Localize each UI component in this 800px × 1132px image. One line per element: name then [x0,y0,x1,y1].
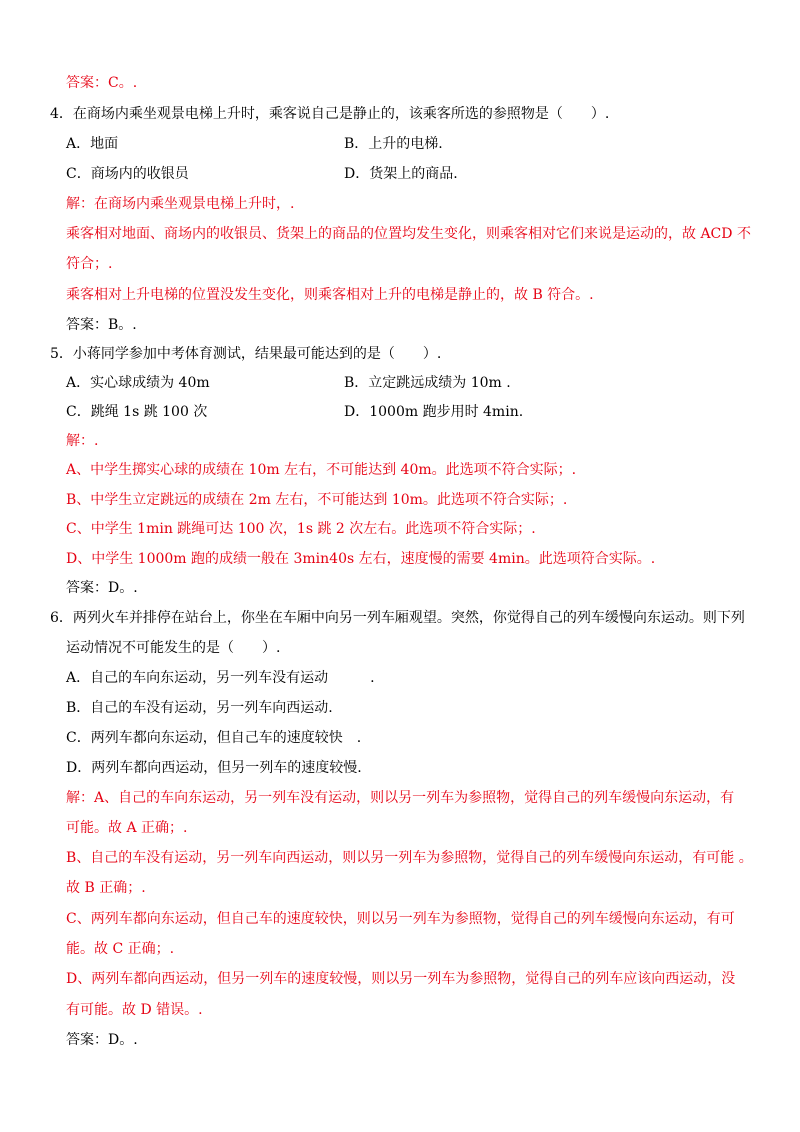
q5-solution-line: C、中学生 1min 跳绳可达 100 次，1s 跳 2 次左右。此选项不符合实际；. [66,521,536,537]
q5-solution-line: D、中学生 1000m 跑的成绩一般在 3min40s 左右，速度慢的需要 4min。此选项符合实际。. [66,551,656,567]
q4-solution-line: 乘客相对上升电梯的位置没发生变化，则乘客相对上升的电梯是静止的，故 B 符合。. [66,287,594,303]
q6-option-d: D．两列车都向西运动，但另一列车的速度较慢. [66,760,362,776]
q5-solution-line: B、中学生立定跳远的成绩在 2m 左右，不可能达到 10m。此选项不符合实际；. [66,492,568,508]
q4-solution-line: 乘客相对地面、商场内的收银员、货架上的商品的位置均发生变化，则乘客相对它们来说是运动的，故 ACD 不 [66,226,751,242]
q5-answer: 答案：D。. [66,580,138,596]
q6-option-b: B．自己的车没有运动，另一列车向西运动. [66,700,333,716]
q6-answer: 答案：D。. [66,1032,138,1048]
q4-option-b: B．上升的电梯. [344,136,443,152]
q4-stem: 4．在商场内乘坐观景电梯上升时，乘客说自己是静止的，该乘客所选的参照物是（ ）. [50,106,610,122]
q6-option-c: C．两列车都向东运动，但自己车的速度较快 . [66,730,362,746]
q4-answer: 答案：B。. [66,317,137,333]
q6-solution-line: B、自己的车没有运动，另一列车向西运动，则以另一列车为参照物，觉得自己的列车缓慢向东运动，有可能 。 [66,850,753,866]
q5-solution-line: A、中学生掷实心球的成绩在 10m 左右，不可能达到 40m。此选项不符合实际；. [66,462,577,478]
q6-solution-line: C、两列车都向东运动，但自己车的速度较快，则以另一列车为参照物，觉得自己的列车缓慢向东运动，有可 [66,911,735,927]
q6-solution-line: D、两列车都向西运动，但另一列车的速度较慢，则以另一列车为参照物，觉得自己的列车应该向西运动，没 [66,971,736,987]
q5-stem: 5．小蒋同学参加中考体育测试，结果最可能达到的是（ ）. [50,346,442,362]
q6-stem: 运动情况不可能发生的是（ ）. [66,640,281,656]
q6-option-a: A．自己的车向东运动，另一列车没有运动 . [66,670,375,686]
q6-solution-line: 能。故 C 正确；. [66,941,175,957]
q6-solution-line: 解：A、自己的车向东运动，另一列车没有运动，则以另一列车为参照物，觉得自己的列车缓慢向东运动，有 [66,790,735,806]
q6-stem: 6．两列火车并排停在站台上，你坐在车厢中向另一列车厢观望。突然，你觉得自己的列车缓慢向东运动。则下列 [50,610,745,626]
q5-option-d: D．1000m 跑步用时 4min. [344,404,524,420]
q5-option-c: C．跳绳 1s 跳 100 次 [66,404,208,420]
q5-option-a: A．实心球成绩为 40m [66,375,210,391]
q4-solution-line: 解：在商场内乘坐观景电梯上升时，. [66,196,295,212]
q6-solution-line: 故 B 正确；. [66,880,146,896]
q5-option-b: B．立定跳远成绩为 10m . [344,375,511,391]
q4-option-d: D．货架上的商品. [344,166,458,182]
q6-solution-line: 可能。故 A 正确；. [66,820,188,836]
q6-solution-line: 有可能。故 D 错误。. [66,1002,203,1018]
q3-answer: 答案：C。. [66,75,138,91]
q4-solution-line: 符合；. [66,256,113,272]
q5-solution-line: 解：. [66,433,99,449]
q4-option-c: C．商场内的收银员 [66,166,189,182]
q4-option-a: A．地面 [66,136,119,152]
